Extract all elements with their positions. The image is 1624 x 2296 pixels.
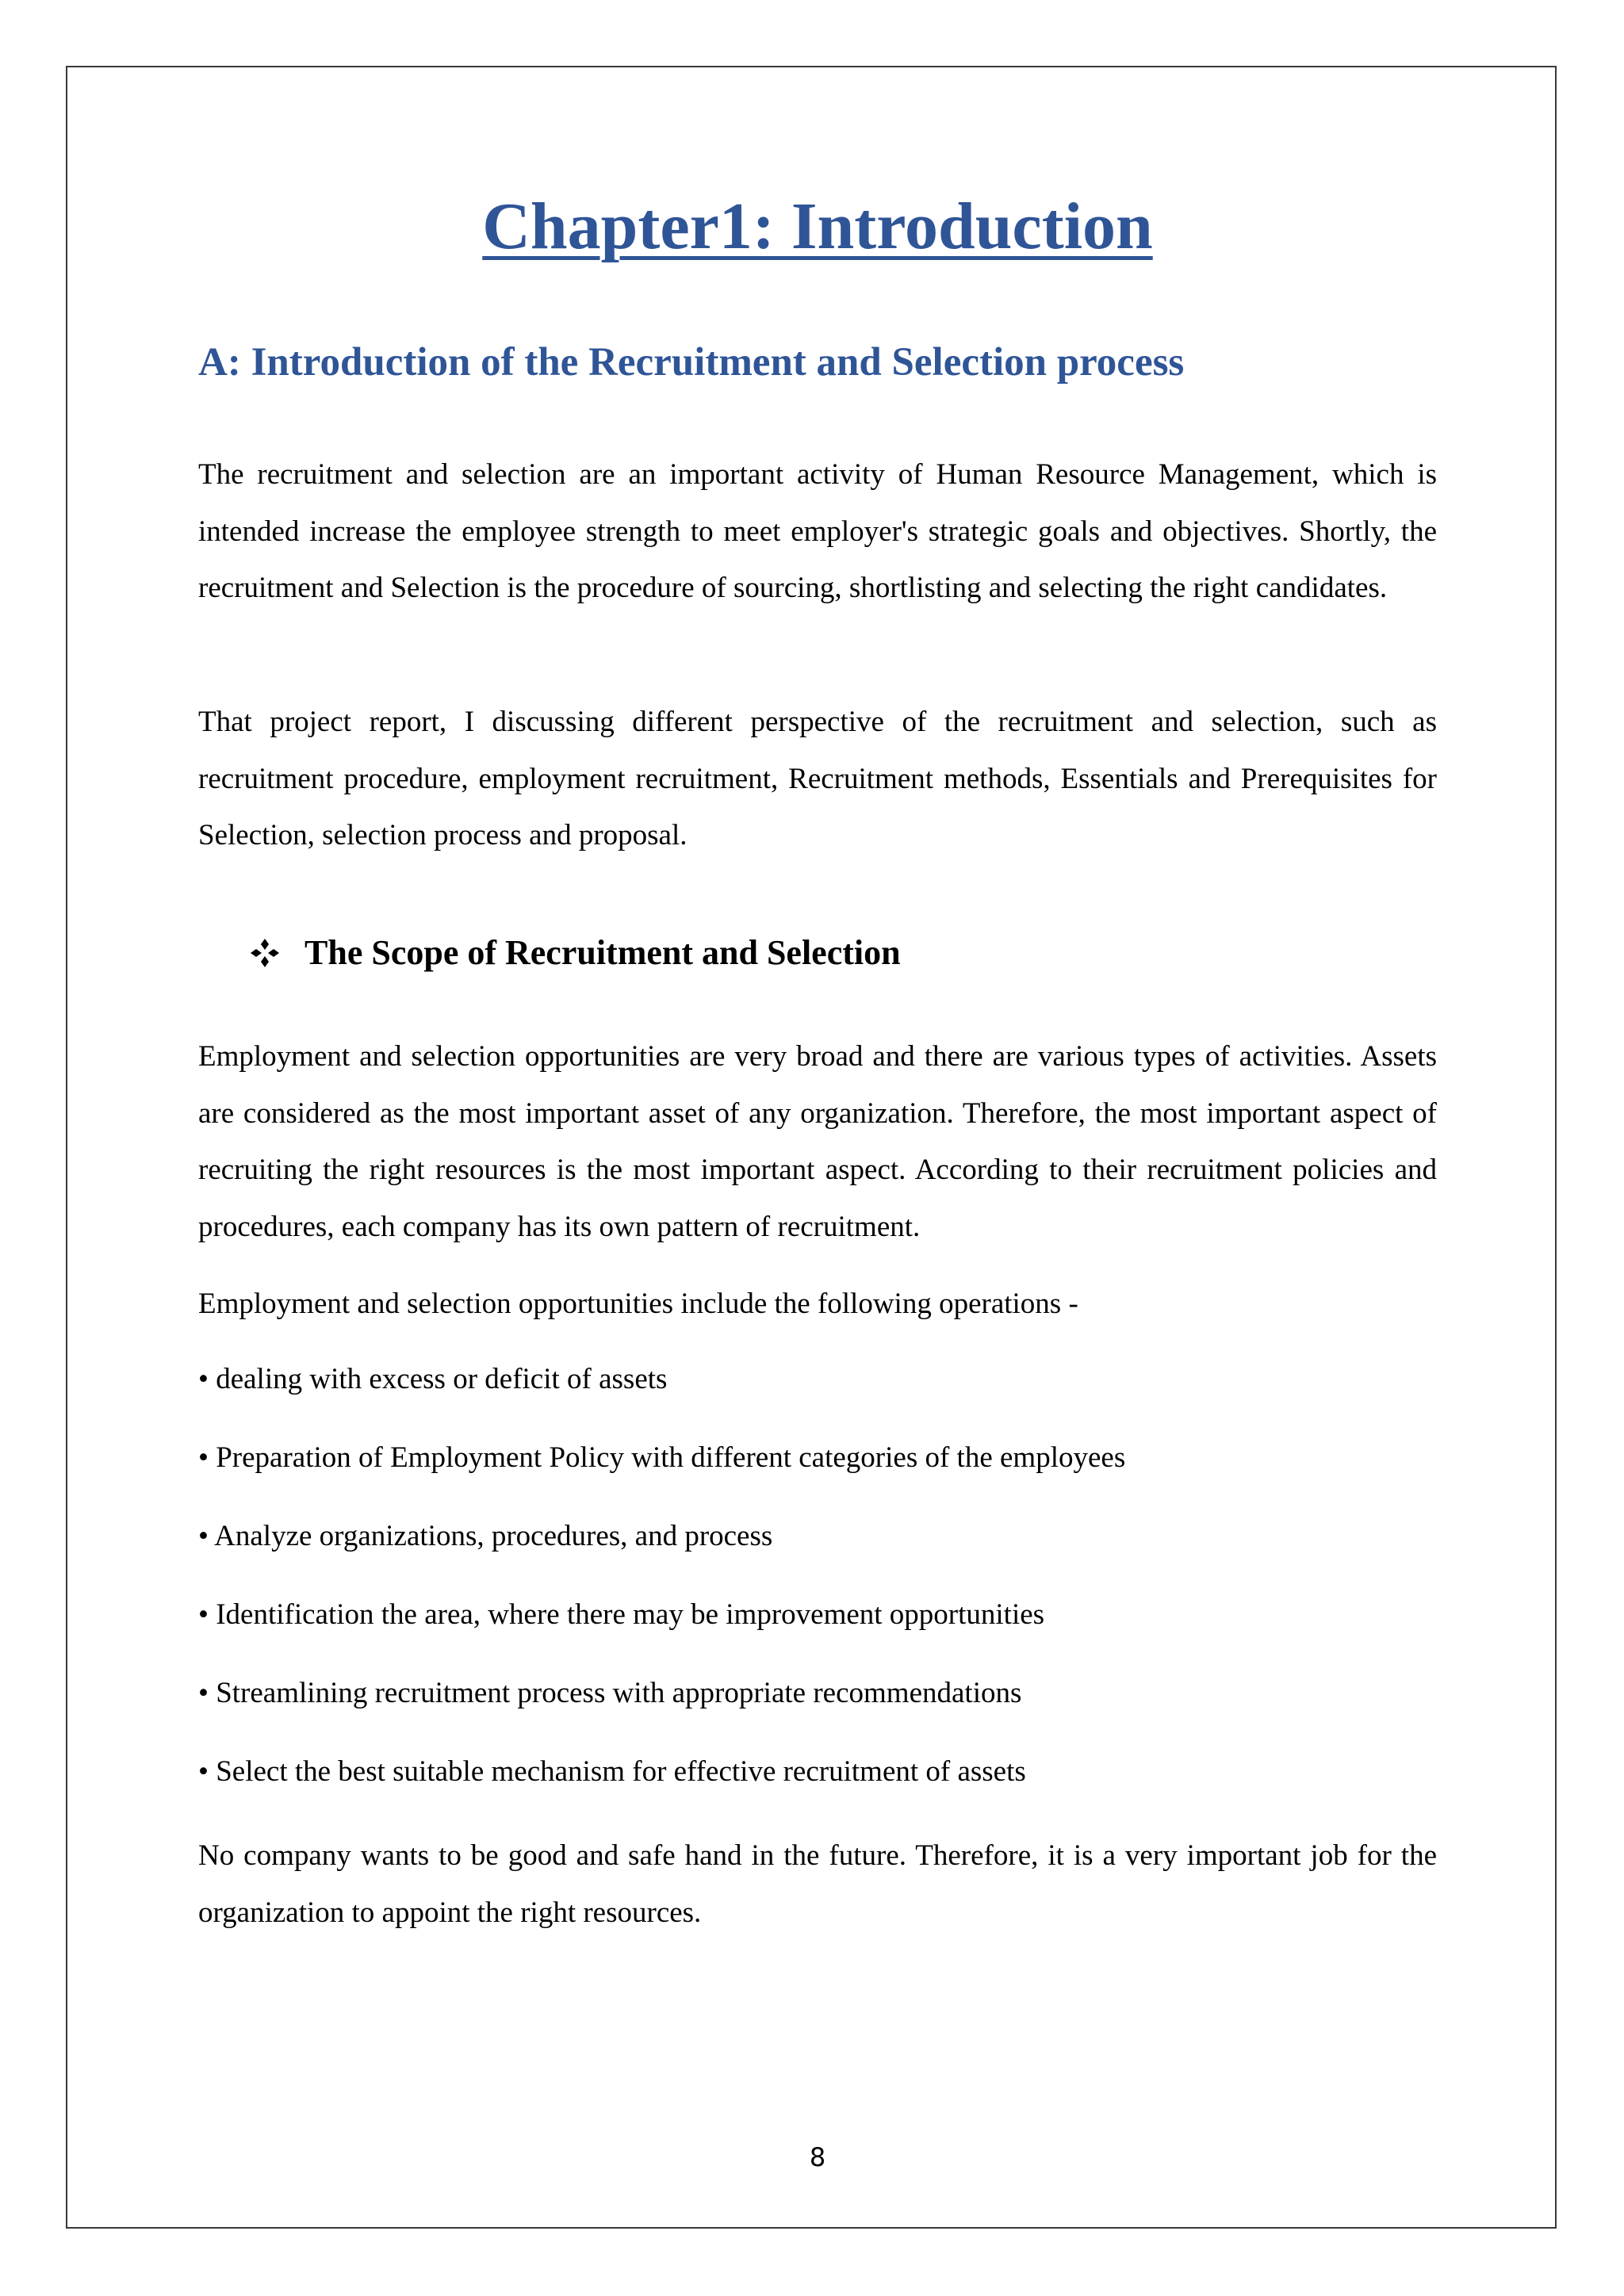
page-number: 8 — [809, 2142, 826, 2172]
bullet-item: • dealing with excess or deficit of assets — [198, 1363, 668, 1395]
paragraph-operations-intro: Employment and selection opportunities include the following operations - — [198, 1288, 1078, 1320]
diamond-bullet-icon — [249, 937, 281, 969]
bullet-item: • Preparation of Employment Policy with different categories of the employees — [198, 1441, 1126, 1474]
section-title: A: Introduction of the Recruitment and Selection process — [198, 340, 1185, 385]
chapter-title: Chapter1: Introduction — [482, 189, 1153, 263]
bullet-item: • Streamlining recruitment process with appropriate recommendations — [198, 1677, 1022, 1709]
paragraph-conclusion: No company wants to be good and safe hand in the future. Therefore, it is a very important job for the organization to appoint the right resources. — [198, 1839, 1437, 1929]
subheading-label: The Scope of Recruitment and Selection — [304, 933, 901, 972]
bullet-item: • Identification the area, where there may be improvement opportunities — [198, 1598, 1045, 1631]
paragraph-scope: Employment and selection opportunities are very broad and there are various types of activities. Assets are considered as the most important asset of any organization. Therefore, the most important aspect of recruiting the right resources is the most important aspect. According to their recruitment policies and procedures, each company has its own pattern of recruitment. — [198, 1040, 1437, 1243]
paragraph-project-report: That project report, I discussing different perspective of the recruitment and selection, such as recruitment procedure, employment recruitment, Recruitment methods, Essentials and Prerequisites for Selection, selection process and proposal. — [198, 706, 1437, 851]
bullet-item: • Analyze organizations, procedures, and process — [198, 1520, 773, 1552]
paragraph-intro: The recruitment and selection are an important activity of Human Resource Management, which is intended increase the employee strength to meet employer's strategic goals and objectives. Shortly, the recruitment and Selection is the procedure of sourcing, shortlisting and selecting the right candidates. — [198, 458, 1437, 604]
subheading-scope — [249, 932, 901, 974]
bullet-item: • Select the best suitable mechanism for effective recruitment of assets — [198, 1755, 1026, 1788]
